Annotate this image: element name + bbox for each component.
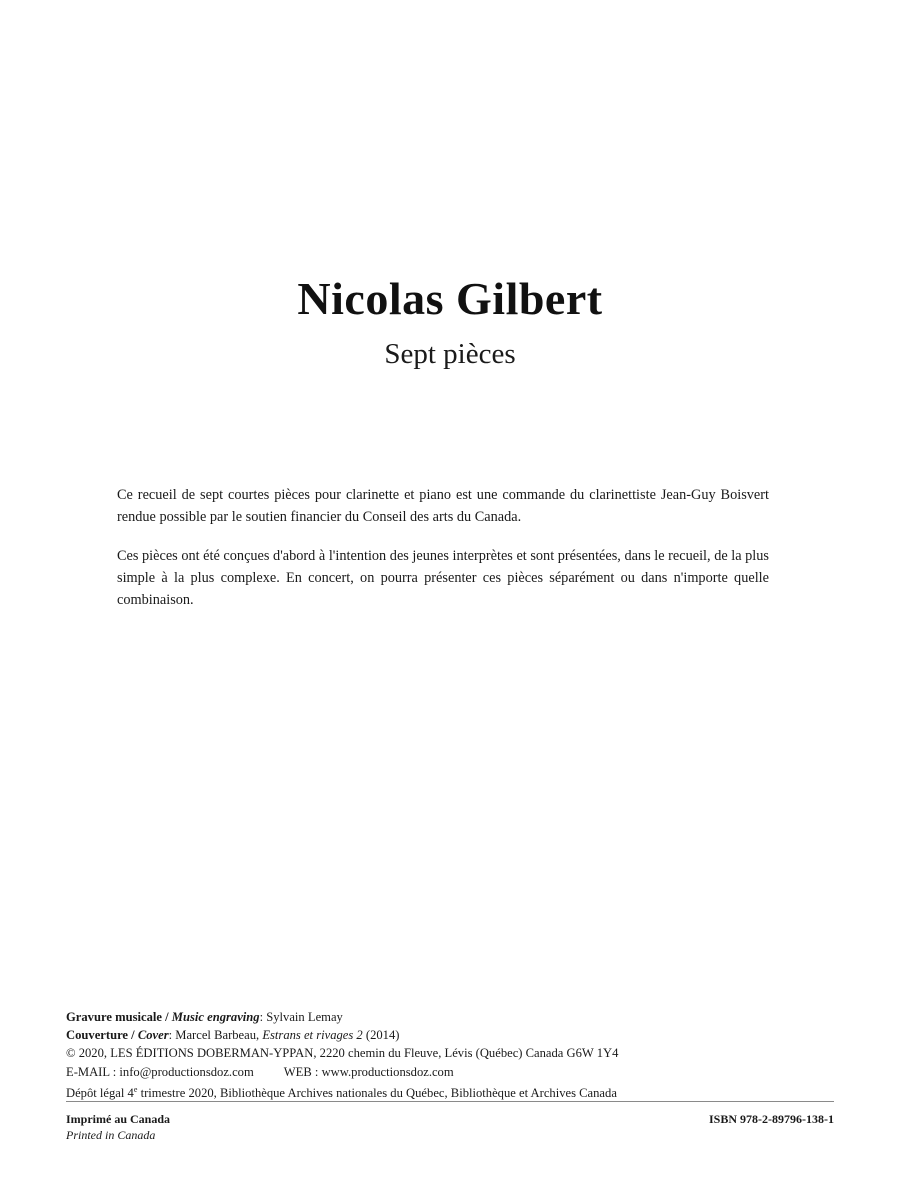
cover-artist: Marcel Barbeau,: [175, 1028, 263, 1043]
copyright-line: © 2020, LES ÉDITIONS DOBERMAN-YPPAN, 2220 chemin du Fleuve, Lévis (Québec) Canada G6W 1Y4: [66, 1046, 619, 1061]
cover-year: (2014): [362, 1028, 400, 1043]
printed-en: Printed in Canada: [66, 1128, 156, 1142]
legal-deposit-post: trimestre 2020, Bibliothèque Archives nationales du Québec, Bibliothèque et Archives Canada: [137, 1086, 617, 1100]
cover-colon: :: [168, 1028, 176, 1043]
email-label: E-MAIL :: [66, 1064, 120, 1079]
engraving-label-en: Music engraving: [171, 1010, 260, 1024]
email-address: info@productionsdoz.com: [119, 1064, 254, 1079]
intro-text: [117, 484, 769, 628]
legal-deposit-pre: Dépôt légal 4: [66, 1086, 134, 1100]
composer-name: Nicolas Gilbert: [297, 273, 603, 324]
legal-deposit-sup: e: [133, 1084, 138, 1094]
engraving-colon: :: [259, 1010, 267, 1024]
footer-divider: [66, 1101, 834, 1102]
engraving-credit: [66, 1008, 846, 1026]
web-address: www.productionsdoz.com: [321, 1064, 454, 1079]
work-title: Sept pièces: [384, 338, 516, 370]
engraving-value: Sylvain Lemay: [266, 1010, 343, 1024]
credits-block: [66, 1008, 846, 1102]
intro-paragraph: Ces pièces ont été conçues d'abord à l'intention des jeunes interprètes et sont présentées, dans le recueil, de la plus simple à la plus complexe. En concert, on pourra présenter ces pièces séparément ou dans n'importe quelle combinaison.: [117, 548, 769, 608]
legal-deposit-line: [66, 1081, 846, 1102]
cover-label-fr: Couverture: [66, 1028, 129, 1043]
web-label: WEB :: [283, 1064, 322, 1079]
printed-fr: Imprimé au Canada: [66, 1112, 171, 1126]
engraving-label-fr: Gravure musicale: [66, 1010, 162, 1024]
contact-line: [66, 1063, 846, 1081]
cover-work: Estrans et rivages 2: [262, 1028, 363, 1043]
isbn-number: ISBN 978-2-89796-138-1: [709, 1112, 834, 1126]
intro-paragraph: Ce recueil de sept courtes pièces pour clarinette et piano est une commande du clarinettiste Jean-Guy Boisvert rendue possible par le soutien financier du Conseil des arts du Canada.: [117, 487, 769, 525]
cover-credit: [66, 1026, 846, 1044]
engraving-label-sep: /: [161, 1010, 172, 1024]
cover-label-en: Cover: [137, 1028, 169, 1043]
cover-label-sep: /: [128, 1028, 138, 1043]
printed-in: [66, 1111, 170, 1143]
